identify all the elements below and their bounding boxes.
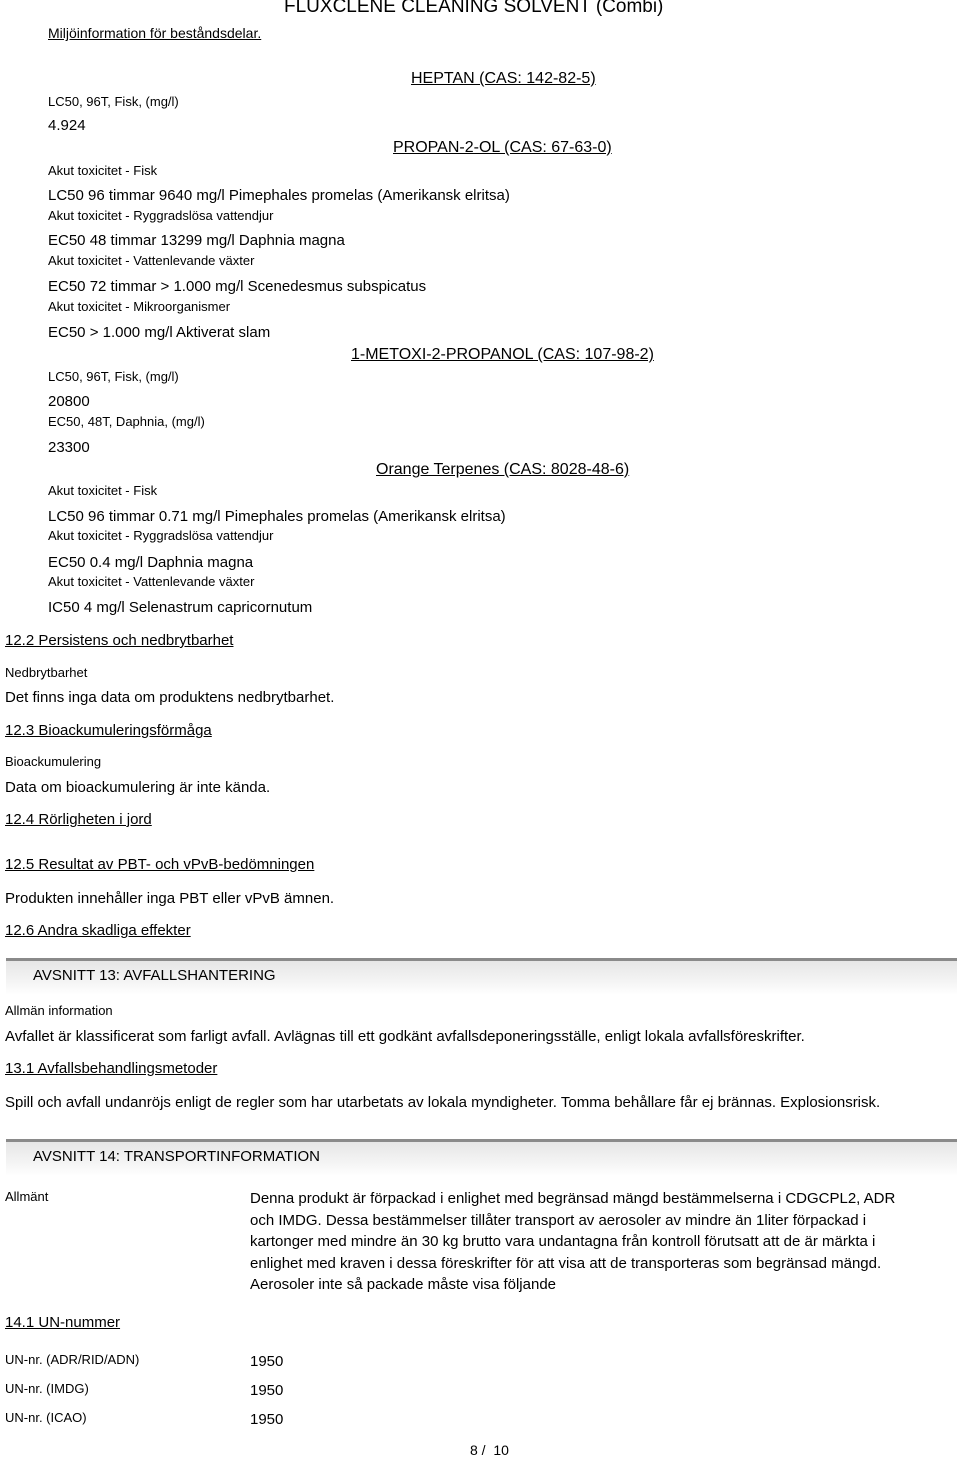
terpenes-plants-label: Akut toxicitet - Vattenlevande växter <box>48 574 255 589</box>
section-12-3-heading: 12.3 Bioackumuleringsförmåga <box>5 722 212 739</box>
product-title: FLUXCLENE CLEANING SOLVENT (Combi) <box>284 0 664 17</box>
section-12-6-heading: 12.6 Andra skadliga effekter <box>5 922 191 939</box>
substance-terpenes-name: Orange Terpenes (CAS: 8028-48-6) <box>376 461 630 478</box>
un-row-value: 1950 <box>250 1382 284 1399</box>
propanol-plants-label: Akut toxicitet - Vattenlevande växter <box>48 253 255 268</box>
section-14-bar <box>6 1139 957 1176</box>
un-row-label: UN-nr. (ADR/RID/ADN) <box>5 1352 140 1367</box>
section-12-4-heading: 12.4 Rörligheten i jord <box>5 811 152 828</box>
bioackumulering-text: Data om bioackumulering är inte kända. <box>5 779 271 796</box>
un-row-label: UN-nr. (IMDG) <box>5 1381 89 1396</box>
metoxi-ec50-value: 23300 <box>48 439 90 456</box>
section-14-title: AVSNITT 14: TRANSPORTINFORMATION <box>33 1148 320 1165</box>
un-row-value: 1950 <box>250 1353 284 1370</box>
nedbrytbarhet-text: Det finns inga data om produktens nedbrytbarhet. <box>5 689 335 706</box>
allmant-label: Allmänt <box>5 1189 49 1204</box>
propanol-invert-label: Akut toxicitet - Ryggradslösa vattendjur <box>48 208 274 223</box>
terpenes-plants-value: IC50 4 mg/l Selenastrum capricornutum <box>48 599 313 616</box>
propanol-plants-value: EC50 72 timmar > 1.000 mg/l Scenedesmus subspicatus <box>48 278 427 295</box>
pbt-text: Produkten innehåller inga PBT eller vPvB ämnen. <box>5 890 335 907</box>
breadcrumb-link[interactable]: Miljöinformation för beståndsdelar. <box>48 25 262 41</box>
terpenes-invert-value: EC50 0.4 mg/l Daphnia magna <box>48 554 254 571</box>
allman-information-text: Avfallet är klassificerat som farligt avfall. Avlägnas till ett godkänt avfallsdeponeringsställe, enligt lokala avfallsföreskrifter. <box>5 1028 805 1045</box>
nedbrytbarhet-label: Nedbrytbarhet <box>5 665 88 680</box>
section-12-2-heading: 12.2 Persistens och nedbrytbarhet <box>5 632 234 649</box>
section-13-1-heading: 13.1 Avfallsbehandlingsmetoder <box>5 1060 218 1077</box>
terpenes-invert-label: Akut toxicitet - Ryggradslösa vattendjur <box>48 528 274 543</box>
substance-metoxi-name: 1-METOXI-2-PROPANOL (CAS: 107-98-2) <box>351 346 654 363</box>
section-13-bar <box>6 958 957 995</box>
metoxi-ec50-label: EC50, 48T, Daphnia, (mg/l) <box>48 414 205 429</box>
un-row-label: UN-nr. (ICAO) <box>5 1410 87 1425</box>
section-14-1-heading: 14.1 UN-nummer <box>5 1314 121 1331</box>
propanol-invert-value: EC50 48 timmar 13299 mg/l Daphnia magna <box>48 232 345 249</box>
propanol-micro-value: EC50 > 1.000 mg/l Aktiverat slam <box>48 324 271 341</box>
heptan-lc50-value: 4.924 <box>48 117 86 134</box>
substance-heptan-name: HEPTAN (CAS: 142-82-5) <box>411 70 596 87</box>
terpenes-fish-label: Akut toxicitet - Fisk <box>48 483 158 498</box>
terpenes-fish-value: LC50 96 timmar 0.71 mg/l Pimephales promelas (Amerikansk elritsa) <box>48 508 506 525</box>
un-row-value: 1950 <box>250 1411 284 1428</box>
section-13-title: AVSNITT 13: AVFALLSHANTERING <box>33 967 276 984</box>
bioackumulering-label: Bioackumulering <box>5 754 102 769</box>
metoxi-lc50-label: LC50, 96T, Fisk, (mg/l) <box>48 369 179 384</box>
substance-propanol-name: PROPAN-2-OL (CAS: 67-63-0) <box>393 139 612 156</box>
page-number: 8 / 10 <box>470 1442 509 1458</box>
metoxi-lc50-value: 20800 <box>48 393 90 410</box>
section-12-5-heading: 12.5 Resultat av PBT- och vPvB-bedömningen <box>5 856 315 873</box>
propanol-fish-value: LC50 96 timmar 9640 mg/l Pimephales promelas (Amerikansk elritsa) <box>48 187 510 204</box>
allmant-text: Denna produkt är förpackad i enlighet med begränsad mängd bestämmelserna i CDGCPL2, ADR och IMDG. Dessa bestämmelser tillåter transport av aerosoler av mindre än 1liter förpackad i kartonger med mindre än 30 kg brutto vara undantagna från kontroll förutsatt att de är märkta i enlighet med kraven i dessa föreskrifter för att visa att de transporteras som begränsad mängd. Aerosoler inte så packade måste visa följande <box>250 1190 896 1293</box>
avfallsbehandling-text: Spill och avfall undanröjs enligt de regler som har utarbetats av lokala myndigheter. Tomma behållare får ej brännas. Explosionsrisk. <box>5 1094 881 1111</box>
heptan-lc50-label: LC50, 96T, Fisk, (mg/l) <box>48 94 179 109</box>
propanol-micro-label: Akut toxicitet - Mikroorganismer <box>48 299 231 314</box>
propanol-fish-label: Akut toxicitet - Fisk <box>48 163 158 178</box>
allman-information-label: Allmän information <box>5 1003 113 1018</box>
